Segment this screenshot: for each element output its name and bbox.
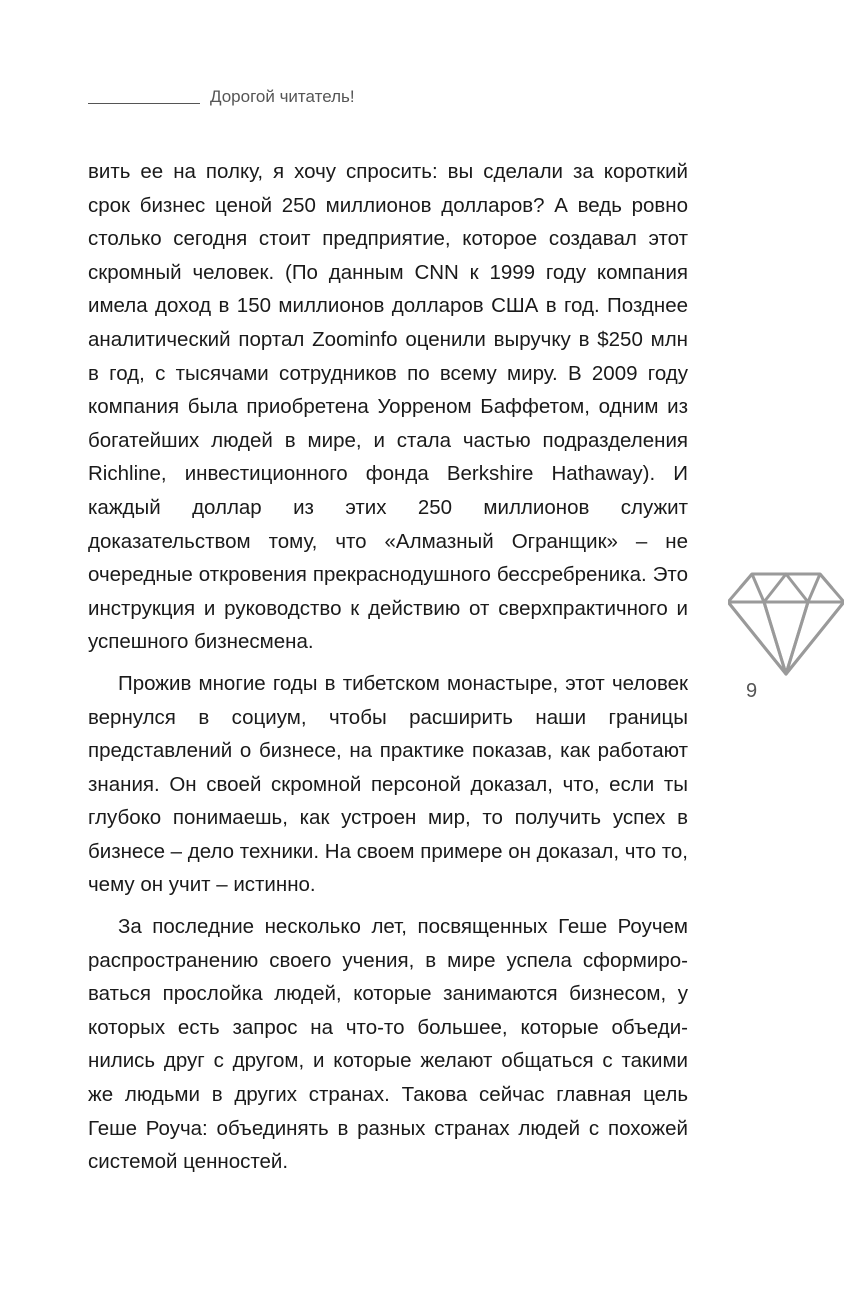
page-number: 9 — [746, 680, 758, 702]
diamond-pavilion-center — [764, 602, 808, 674]
paragraph-1: вить ее на полку, я хочу спросить: вы сделали за короткий срок бизнес ценой 250 миллионов долларов? А ведь ровно столько сегодня стоит предприятие, которое создавал этот скромный человек. (По данным CNN к 1999 году компания имела доход в 150 миллионов долларов США в год. Позднее аналитический портал Zoominfo оценили выручку в $250 млн в год, с тысячами сотрудников по всему миру. В 2009 году компания была приобретена Уорреном Баффетом, одним из богатейших людей в мире, и стала частью подразделения Richline, инвестиционного фонда Berkshire Hathaway). И каждый доллар из этих 250 миллионов служит доказательством тому, что «Алмазный Огранщик» – не очередные откровения прекраснодушного бессребреника. Это инструкция и руководство к действию от сверхпрактичного и успешного бизнесмена. — [88, 160, 688, 654]
paragraph-3: За последние несколько лет, посвященных Геше Роучем распространению своего учения, в мире успела сформироваться прослойка людей, которые занимаются бизнесом, у которых есть запрос на что-то большее, которые объединились друг с другом, и которые желают общаться с такими же людьми в других странах. Такова сейчас главная цель Геше Роуча: объединять в разных странах людей с похожей системой ценностей. — [88, 915, 688, 1174]
diamond-pavilion-right — [786, 602, 844, 674]
header-rule — [88, 103, 200, 104]
diamond-crown-facets — [752, 574, 820, 602]
running-header — [88, 86, 355, 108]
body-text — [88, 155, 688, 1179]
header-title: Дорогой читатель! — [210, 87, 355, 106]
diamond-icon — [728, 568, 844, 676]
paragraph-2: Прожив многие годы в тибетском монастыре, этот человек вернулся в социум, чтобы расширить наши границы представлений о бизнесе, на практике показав, как работают знания. Он своей скромной персоной доказал, что, если ты глубоко понимаешь, как устроен мир, то получить успех в бизнесе – дело техники. На своем примере он доказал, что то, чему он учит – истинно. — [88, 671, 688, 897]
diamond-facet-left — [740, 574, 752, 588]
diamond-facet-right — [820, 574, 832, 588]
diamond-pavilion-left — [728, 602, 786, 674]
